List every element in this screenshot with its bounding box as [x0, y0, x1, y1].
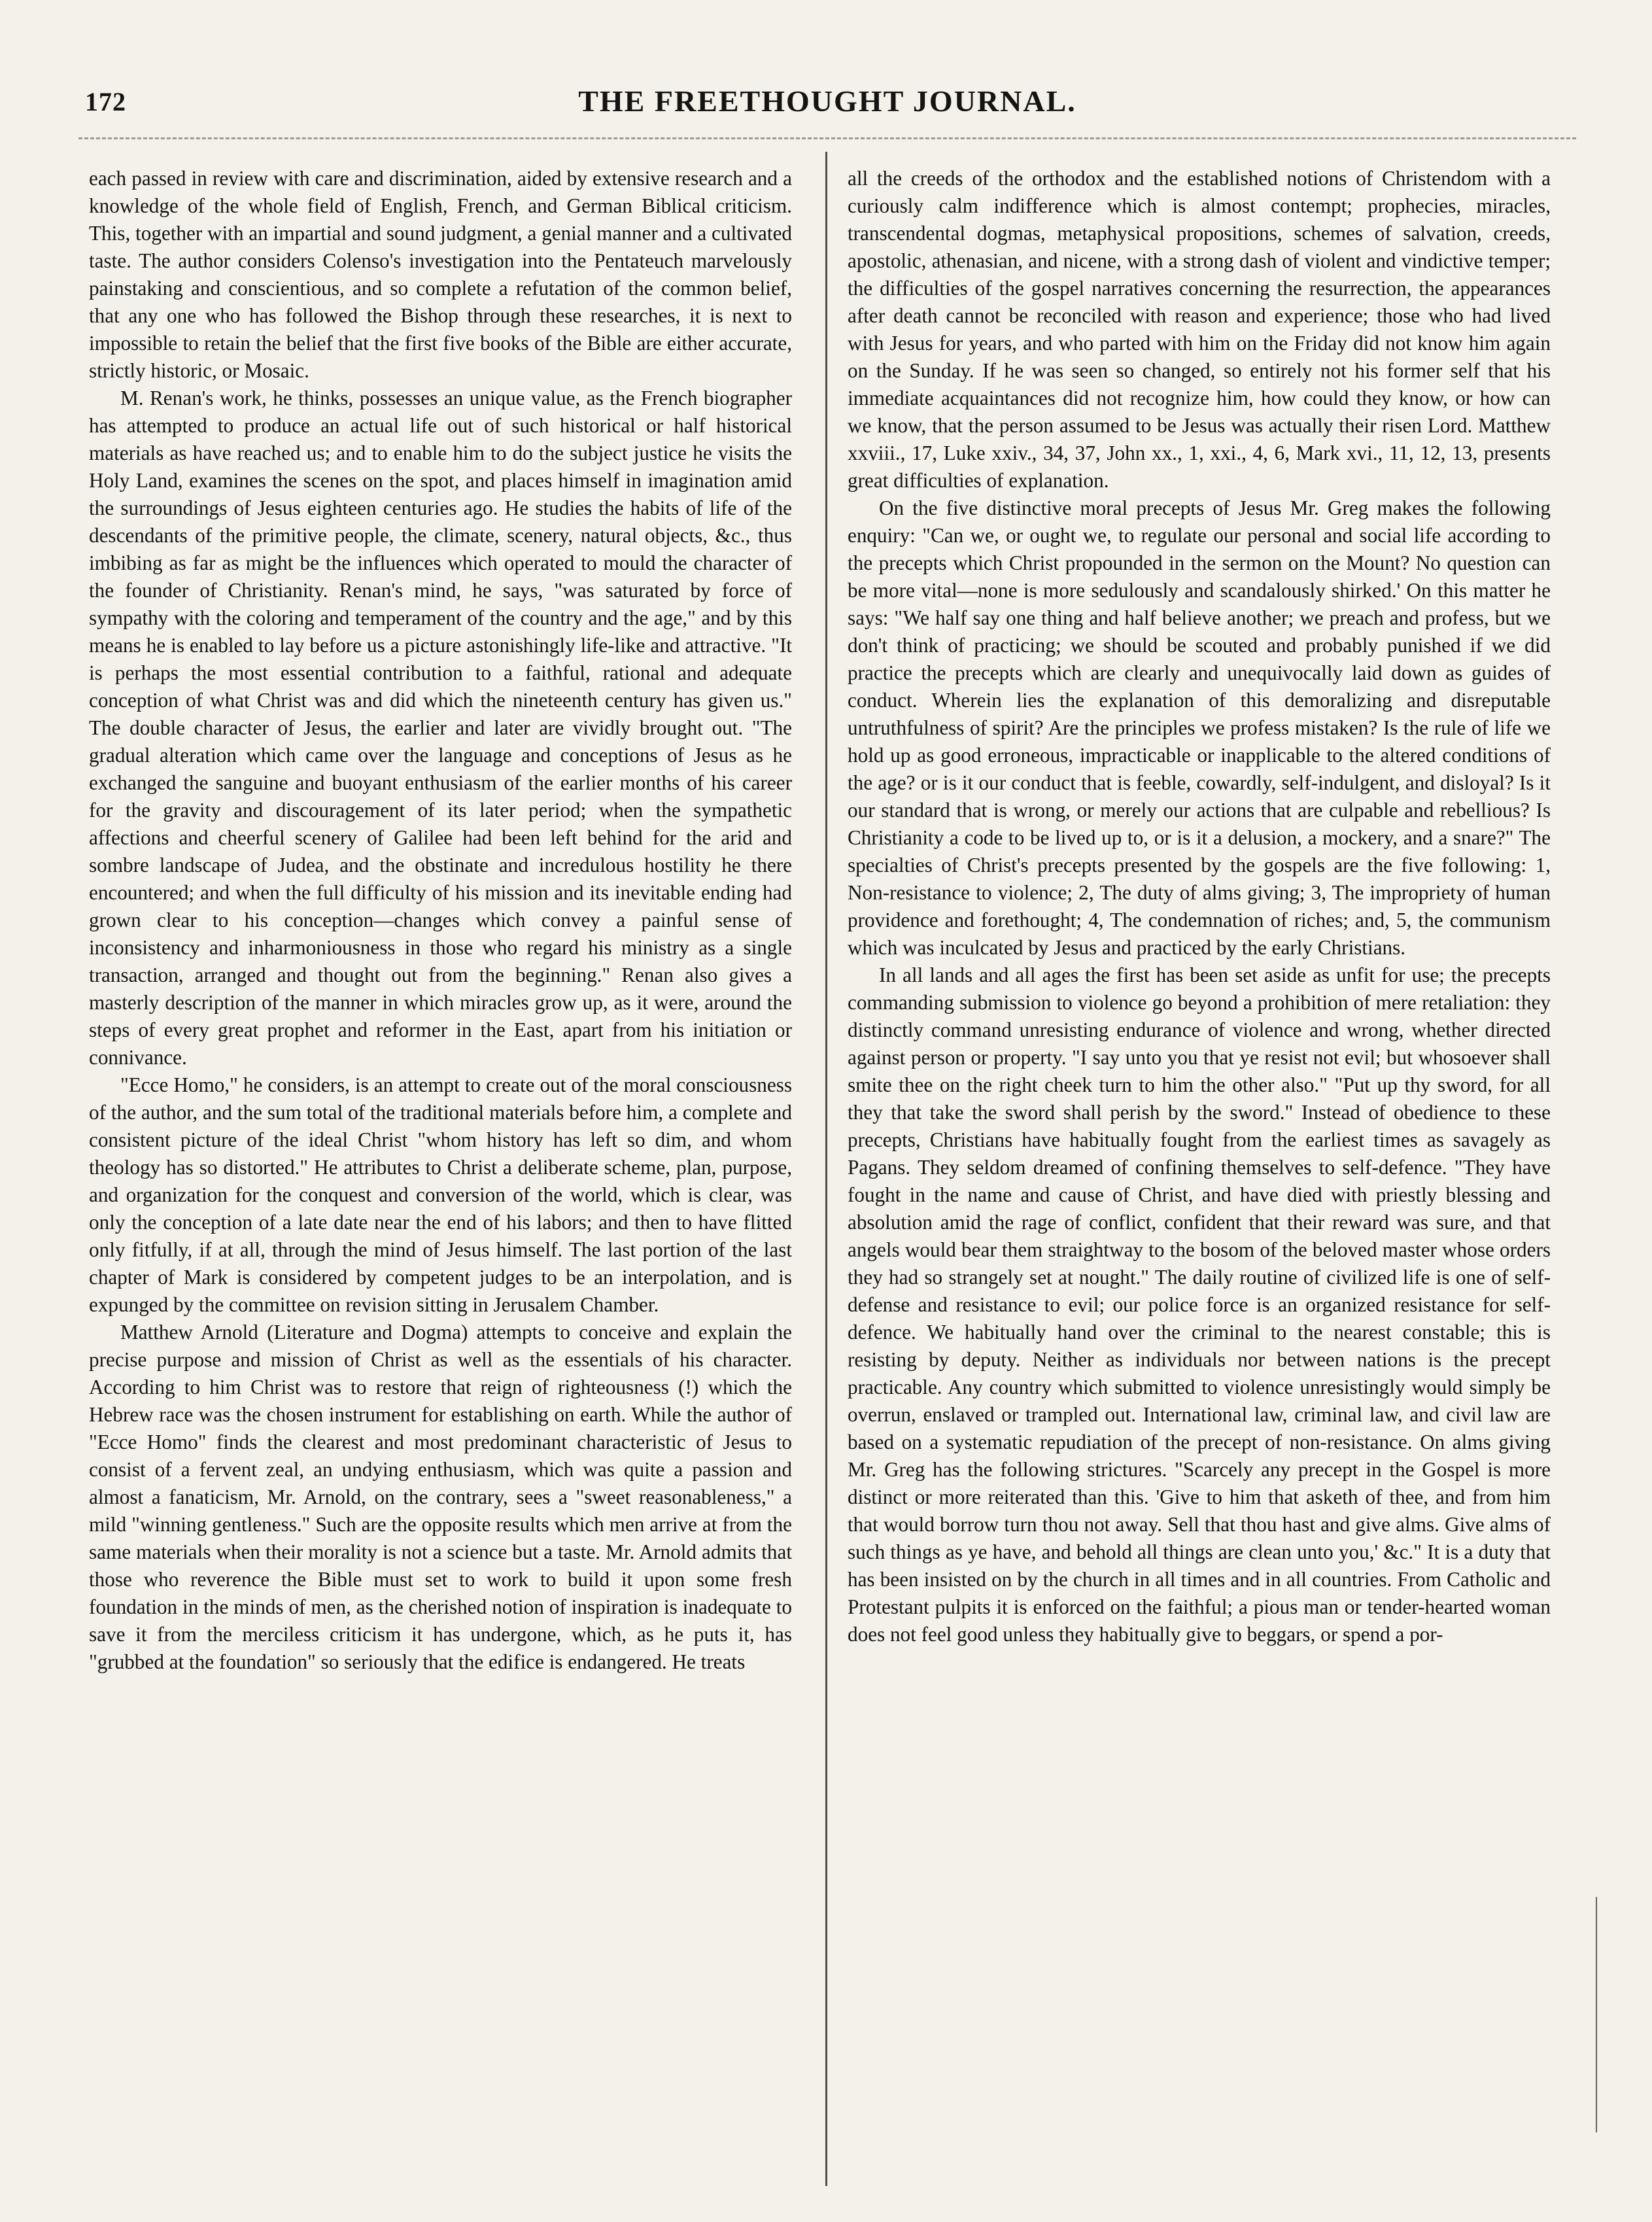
paragraph: Matthew Arnold (Literature and Dogma) attempts to conceive and explain the precise purpose and mission of Christ as well as the essentials of his character. According to him Christ was to restore that reign of righteousness (!) which the Hebrew race was the chosen instrument for establishing on earth. While the author of "Ecce Homo" finds the clearest and most predominant characteristic of Jesus to consist of a fervent zeal, an undying enthusiasm, which was quite a passion and almost a fanaticism, Mr. Arnold, on the contrary, sees a "sweet reasonableness," a mild "winning gentleness." Such are the opposite results which men arrive at from the same materials when their morality is not a science but a taste. Mr. Arnold admits that those who reverence the Bible must set to work to build it upon some fresh foundation in the minds of men, as the cherished notion of inspiration is inadequate to save it from the merciless criticism it has undergone, which, as he puts it, has "grubbed at the foundation" so seriously that the edifice is endangered. He treats [89, 1321, 792, 1673]
running-title: THE FREETHOUGHT JOURNAL. [578, 84, 1076, 118]
paragraph: On the five distinctive moral precepts of Jesus Mr. Greg makes the following enquiry: "Can we, or ought we, to regulate our personal and social life according to the precepts which Christ propounded in the sermon on the Mount? No question can be more vital—none is more sedulously and scandalously shirked.' On this matter he says: "We half say one thing and half believe another; we preach and profess, but we don't think of practicing; we should be scouted and probably punished if we did practice the precepts which are clearly and unequivocally laid down as guides of conduct. Wherein lies the explanation of this demoralizing and disreputable untruthfulness of spirit? Are the principles we profess mistaken? Is the rule of life we hold up as good erroneous, impracticable or inapplicable to the altered conditions of the age? or is it our conduct that is feeble, cowardly, self-indulgent, and disloyal? Is it our standard that is wrong, or merely our actions that are culpable and rebellious? Is Christianity a code to be lived up to, or is it a delusion, a mockery, and a snare?" The specialties of Christ's precepts presented by the gospels are the five following: 1, Non-resistance to violence; 2, The duty of alms giving; 3, The impropriety of human providence and forethought; 4, The condemnation of riches; and, 5, the communism which was inculcated by Jesus and practiced by the early Christians. [848, 496, 1551, 959]
paragraph: In all lands and all ages the first has been set aside as unfit for use; the precepts commanding submission to violence go beyond a prohibition of mere retaliation: they distinctly command unresisting endurance of violence and wrong, whether directed against person or property. "I say unto you that ye resist not evil; but whosoever shall smite thee on the right cheek turn to him the other also." "Put up thy sword, for all they that take the sword shall perish by the sword." Instead of obedience to these precepts, Christians have habitually fought from the earliest times as savagely as Pagans. They seldom dreamed of confining themselves to self-defence. "They have fought in the name and cause of Christ, and have died with priestly blessing and absolution amid the rage of conflict, confident that their reward was sure, and that angels would bear them straightway to the bosom of the beloved master whose orders they had so strangely set at nought." The daily routine of civilized life is one of self-defense and resistance to evil; our police force is an organized resistance for self-defence. We habitually hand over the criminal to the nearest constable; this is resisting by deputy. Neither as individuals nor between nations is the precept practicable. Any country which submitted to violence unresistingly would simply be overrun, enslaved or trampled out. International law, criminal law, and civil law are based on a systematic repudiation of the precept of non-resistance. On alms giving Mr. Greg has the following strictures. "Scarcely any precept in the Gospel is more distinct or more reiterated than this. 'Give to him that asketh of thee, and from him that would borrow turn thou not away. Sell that thou hast and give alms. Give alms of such things as ye have, and behold all things are clean unto you,' &c." It is a duty that has been insisted on by the church in all times and in all countries. From Catholic and Protestant pulpits it is enforced on the faithful; a pious man or tender-hearted woman does not feel good unless they habitually give to beggars, or spend a por- [848, 963, 1551, 1646]
header-rule [78, 137, 1576, 139]
margin-mark [1596, 1897, 1597, 2132]
right-column [848, 165, 1551, 2179]
column-divider [825, 152, 827, 2186]
left-column [89, 165, 792, 2179]
paragraph: "Ecce Homo," he considers, is an attempt to create out of the moral consciousness of the author, and the sum total of the traditional materials before him, a complete and consistent picture of the ideal Christ "whom history has left so dim, and whom theology has so distorted." He attributes to Christ a deliberate scheme, plan, purpose, and organization for the conquest and conversion of the world, which is clear, was only the conception of a late date near the end of his labors; and then to have flitted only fitfully, if at all, through the mind of Jesus himself. The last portion of the last chapter of Mark is considered by competent judges to be an interpolation, and is expunged by the committee on revision sitting in Jerusalem Chamber. [89, 1073, 792, 1316]
page-header [78, 84, 1576, 130]
paragraph: each passed in review with care and discrimination, aided by extensive research and a knowledge of the whole field of English, French, and German Biblical criticism. This, together with an impartial and sound judgment, a genial manner and a cultivated taste. The author considers Colenso's investigation into the Pentateuch marvelously painstaking and conscientious, and so complete a refutation of the common belief, that any one who has followed the Bishop through these researches, it is next to impossible to retain the belief that the first five books of the Bible are either accurate, strictly historic, or Mosaic. [89, 167, 792, 382]
paragraph: M. Renan's work, he thinks, possesses an unique value, as the French biographer has attempted to produce an actual life out of such historical or half historical materials as have reached us; and to enable him to do the subject justice he visits the Holy Land, examines the scenes on the spot, and places himself in imagination amid the surroundings of Jesus eighteen centuries ago. He studies the habits of life of the descendants of the primitive people, the climate, scenery, natural objects, &c., thus imbibing as far as might be the influences which operated to mould the character of the founder of Christianity. Renan's mind, he says, "was saturated by force of sympathy with the coloring and temperament of the country and the age," and by this means he is enabled to lay before us a picture astonishingly life-like and attractive. "It is perhaps the most essential contribution to a faithful, rational and adequate conception of what Christ was and did which the nineteenth century has given us." The double character of Jesus, the earlier and later are vividly brought out. "The gradual alteration which came over the language and conceptions of Jesus as he exchanged the sanguine and buoyant enthusiasm of the earlier months of his career for the gravity and discouragement of its later period; when the sympathetic affections and cheerful scenery of Galilee had been left behind for the arid and sombre landscape of Judea, and the obstinate and incredulous hostility he there encountered; and when the full difficulty of his mission and its inevitable ending had grown clear to his conception—changes which convey a painful sense of inconsistency and inharmoniousness in those who regard his ministry as a single transaction, arranged and thought out from the beginning." Renan also gives a masterly description of the manner in which miracles grow up, as it were, around the steps of every great prophet and reformer in the East, apart from his initiation or connivance. [89, 387, 792, 1069]
paragraph: all the creeds of the orthodox and the established notions of Christendom with a curiously calm indifference which is almost contempt; prophecies, miracles, transcendental dogmas, metaphysical propositions, schemes of salvation, creeds, apostolic, athenasian, and nicene, with a strong dash of violent and vindictive temper; the difficulties of the gospel narratives concerning the resurrection, the appearances after death cannot be reconciled with reason and experience; those who had lived with Jesus for years, and who parted with him on the Friday did not know him again on the Sunday. If he was seen so changed, so entirely not his former self that his immediate acquaintances did not recognize him, how could they know, or how can we know, that the person assumed to be Jesus was actually their risen Lord. Matthew xxviii., 17, Luke xxiv., 34, 37, John xx., 1, xxi., 4, 6, Mark xvi., 11, 12, 13, presents great difficulties of explanation. [848, 167, 1551, 492]
page-number: 172 [85, 87, 126, 116]
